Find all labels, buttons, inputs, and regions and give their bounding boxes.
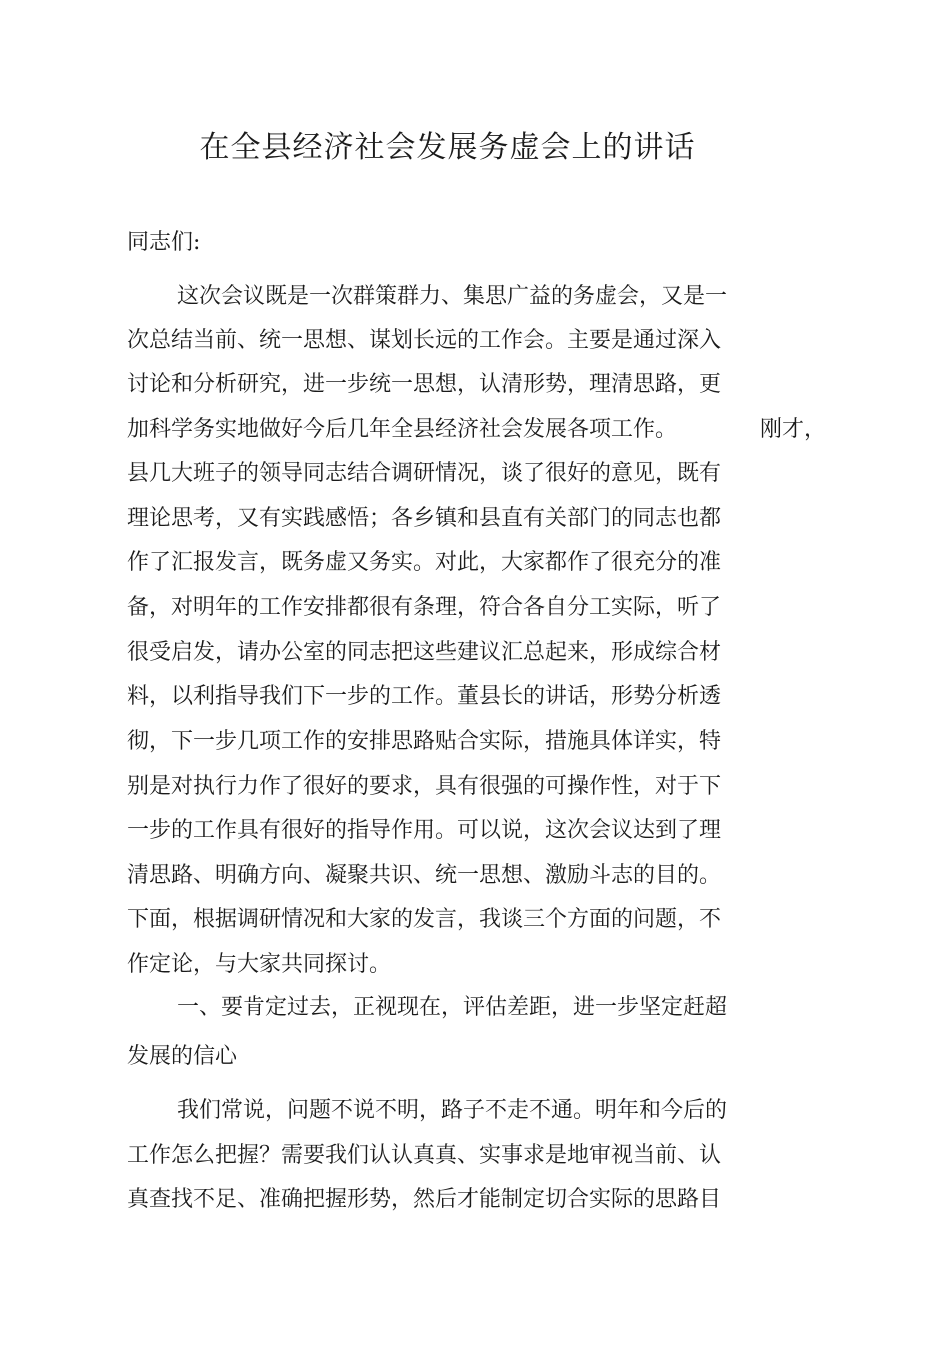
paragraph-line: 真查找不足、准确把握形势，然后才能制定切合实际的思路目	[127, 1187, 722, 1212]
paragraph-line: 料，以利指导我们下一步的工作。董县长的讲话，形势分析透	[127, 684, 722, 709]
paragraph-line: 讨论和分析研究，进一步统一思想，认清形势，理清思路，更	[127, 372, 722, 397]
paragraph-line: 理论思考，又有实践感悟；各乡镇和县直有关部门的同志也都	[127, 506, 722, 531]
paragraph-inline-text: 刚才，	[760, 417, 827, 442]
paragraph-line: 备，对明年的工作安排都很有条理，符合各自分工实际，听了	[127, 595, 722, 620]
paragraph-line: 很受启发，请办公室的同志把这些建议汇总起来，形成综合材	[127, 640, 722, 665]
paragraph-line: 作了汇报发言，既务虚又务实。对此，大家都作了很充分的准	[127, 550, 722, 575]
document-title: 在全县经济社会发展务虚会上的讲话	[199, 130, 696, 165]
paragraph-line: 加科学务实地做好今后几年全县经济社会发展各项工作。	[127, 417, 678, 442]
section-heading-line: 发展的信心	[127, 1044, 238, 1069]
paragraph-line: 作定论，与大家共同探讨。	[127, 952, 392, 977]
paragraph-line: 县几大班子的领导同志结合调研情况，谈了很好的意见，既有	[127, 461, 722, 486]
paragraph-line: 这次会议既是一次群策群力、集思广益的务虚会，又是一	[177, 284, 728, 309]
paragraph-line: 我们常说，问题不说不明，路子不走不通。明年和今后的	[177, 1098, 728, 1123]
paragraph-line: 彻，下一步几项工作的安排思路贴合实际，措施具体详实，特	[127, 729, 722, 754]
paragraph-line: 别是对执行力作了很好的要求，具有很强的可操作性，对于下	[127, 774, 722, 799]
paragraph-line: 下面，根据调研情况和大家的发言，我谈三个方面的问题，不	[127, 907, 722, 932]
section-heading-line: 一、要肯定过去，正视现在，评估差距，进一步坚定赶超	[177, 995, 728, 1020]
salutation: 同志们:	[127, 230, 201, 255]
paragraph-line: 一步的工作具有很好的指导作用。可以说，这次会议达到了理	[127, 818, 722, 843]
paragraph-line: 工作怎么把握？需要我们认认真真、实事求是地审视当前、认	[127, 1143, 722, 1168]
paragraph-line: 清思路、明确方向、凝聚共识、统一思想、激励斗志的目的。	[127, 863, 722, 888]
paragraph-line: 次总结当前、统一思想、谋划长远的工作会。主要是通过深入	[127, 328, 722, 353]
